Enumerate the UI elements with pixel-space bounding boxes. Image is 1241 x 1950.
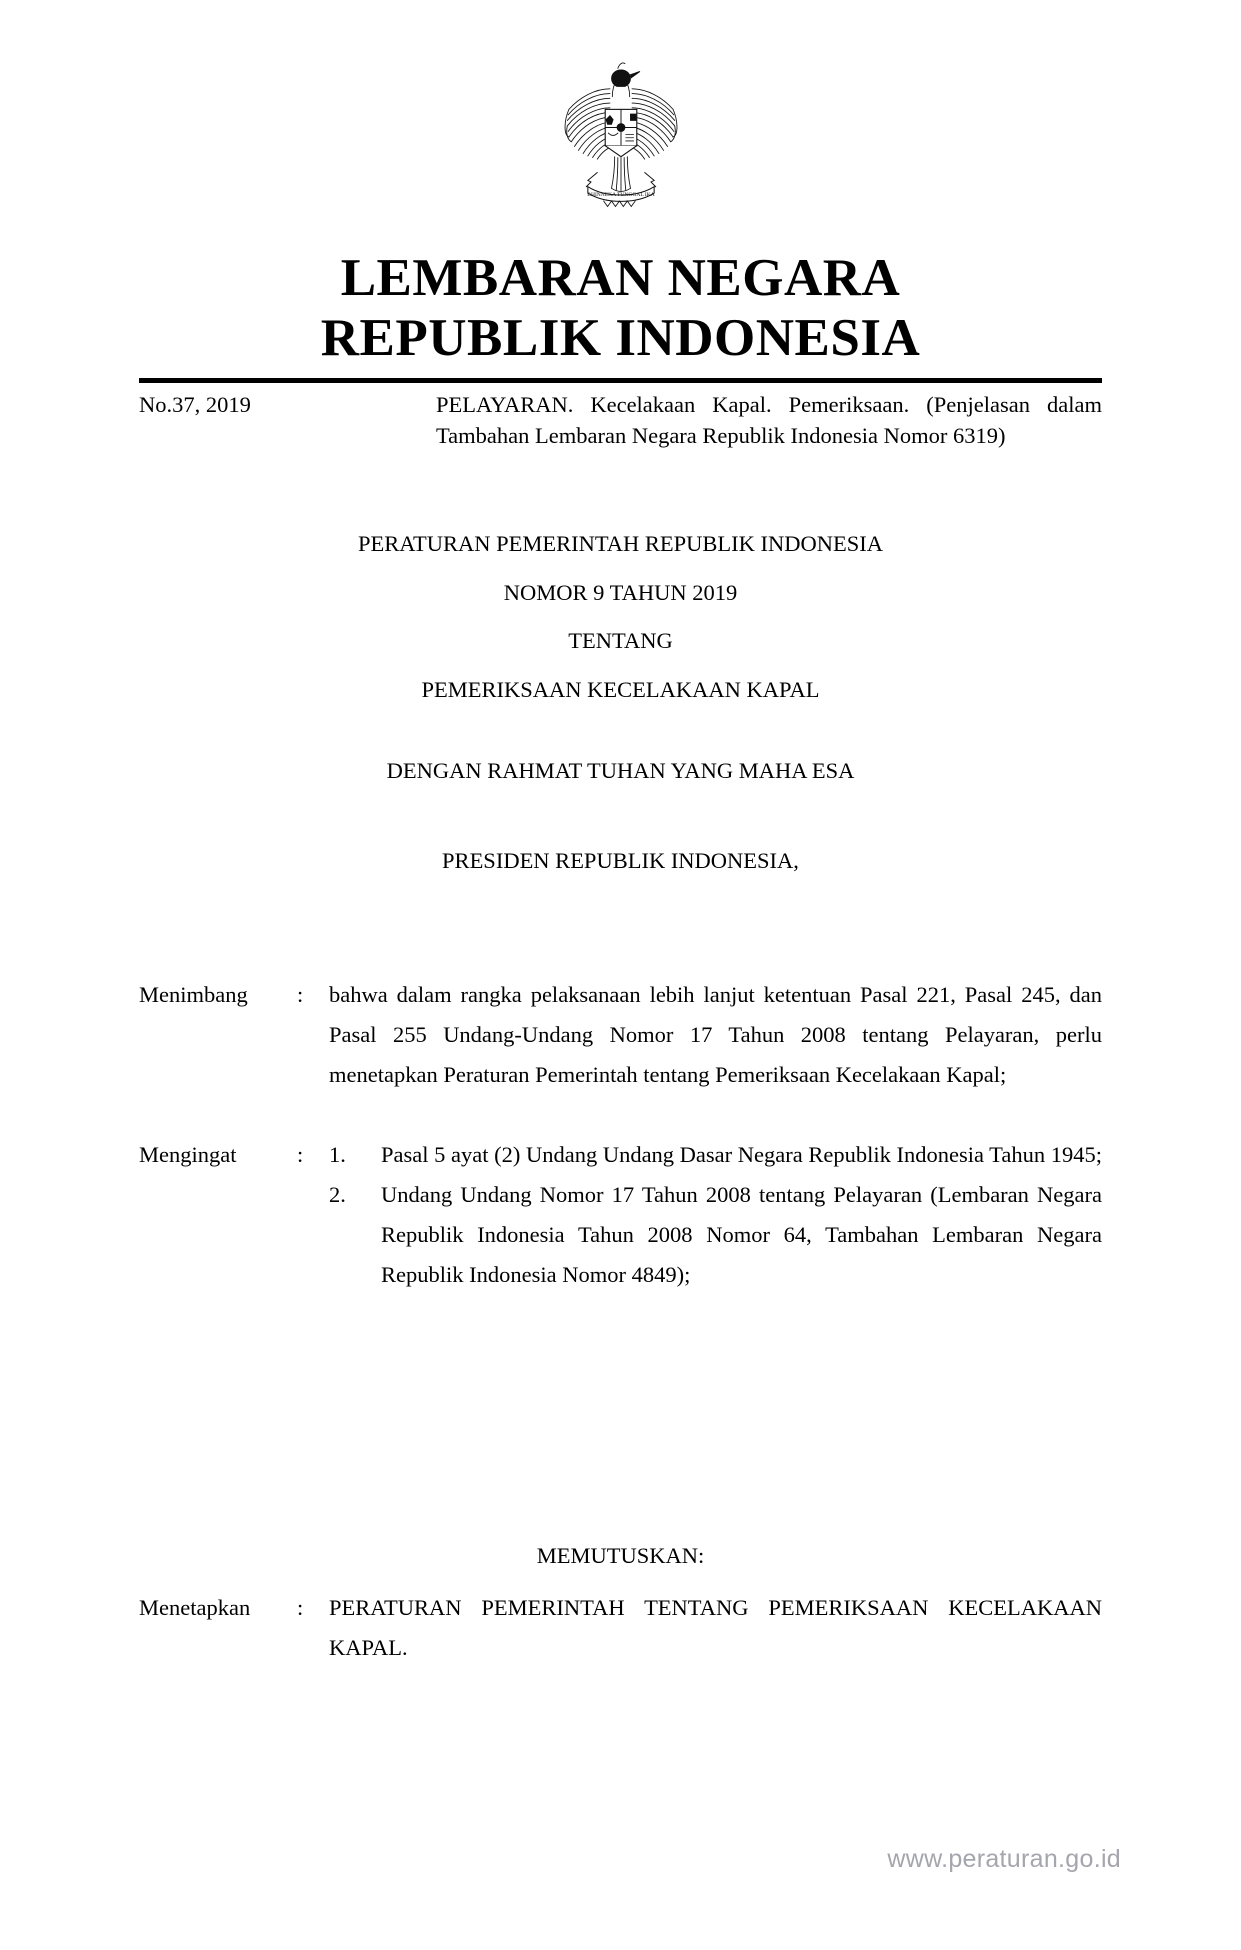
garuda-pancasila-icon xyxy=(541,62,701,212)
regulation-title-block xyxy=(0,533,1241,701)
list-item xyxy=(329,1175,1102,1295)
gazette-number: No.37, 2019 xyxy=(139,392,251,417)
title-line-authority: PERATURAN PEMERINTAH REPUBLIK INDONESIA xyxy=(357,531,884,556)
menetapkan-label: Menetapkan xyxy=(139,1595,251,1620)
menetapkan-colon: : xyxy=(297,1595,304,1620)
menimbang-colon: : xyxy=(297,982,304,1007)
invocation-line: DENGAN RAHMAT TUHAN YANG MAHA ESA xyxy=(386,758,855,783)
title-line-tentang: TENTANG xyxy=(568,628,673,653)
menetapkan-body: PERATURAN PEMERINTAH TENTANG PEMERIKSAAN KECELAKAAN KAPAL. xyxy=(329,1595,1102,1661)
emblem-container xyxy=(0,62,1241,212)
masthead-line-2: REPUBLIK INDONESIA xyxy=(320,309,921,368)
mengingat-label: Mengingat xyxy=(139,1142,237,1168)
list-item-text: Pasal 5 ayat (2) Undang Undang Dasar Negara Republik Indonesia Tahun 1945; xyxy=(381,1142,1102,1168)
header-meta-row xyxy=(139,389,1102,451)
list-item-marker: 1. xyxy=(329,1142,346,1168)
list-item xyxy=(329,1135,1102,1175)
mengingat-colon: : xyxy=(297,1142,304,1168)
title-line-subject: PEMERIKSAAN KECELAKAAN KAPAL xyxy=(421,676,820,702)
masthead-line-1: LEMBARAN NEGARA xyxy=(340,249,901,307)
menimbang-body: bahwa dalam rangka pelaksanaan lebih lanjut ketentuan Pasal 221, Pasal 245, dan Pasal 255 Undang-Undang Nomor 17 Tahun 2008 tentang Pelayaran, perlu menetapkan Peraturan Pemerintah tentang Pemeriksaan Kecelakaan Kapal; xyxy=(329,982,1102,1088)
clause-menimbang xyxy=(139,975,1102,1095)
clause-menetapkan xyxy=(139,1588,1102,1668)
president-line: PRESIDEN REPUBLIK INDONESIA, xyxy=(442,848,799,873)
gazette-subject: PELAYARAN. Kecelakaan Kapal. Pemeriksaan. (Penjelasan dalam Tambahan Lembaran Negara Republik Indonesia Nomor 6319) xyxy=(436,392,1102,449)
clause-mengingat xyxy=(139,1135,1102,1295)
memutuskan-heading: MEMUTUSKAN: xyxy=(536,1543,705,1568)
masthead xyxy=(0,248,1241,369)
mengingat-list xyxy=(329,1135,1102,1295)
clauses-section xyxy=(139,975,1102,1295)
masthead-divider xyxy=(139,378,1102,383)
footer-watermark: www.peraturan.go.id xyxy=(887,1845,1121,1873)
list-item-text: Undang Undang Nomor 17 Tahun 2008 tentang Pelayaran (Lembaran Negara Republik Indonesia Tahun 2008 Nomor 64, Tambahan Lembaran Negara Republik Indonesia Nomor 4849); xyxy=(381,1182,1102,1288)
emblem-motto-text: BHINNEKA TUNGGAL IKA xyxy=(586,192,655,199)
list-item-marker: 2. xyxy=(329,1182,346,1208)
title-line-number: NOMOR 9 TAHUN 2019 xyxy=(503,579,738,605)
menimbang-label: Menimbang xyxy=(139,982,248,1007)
